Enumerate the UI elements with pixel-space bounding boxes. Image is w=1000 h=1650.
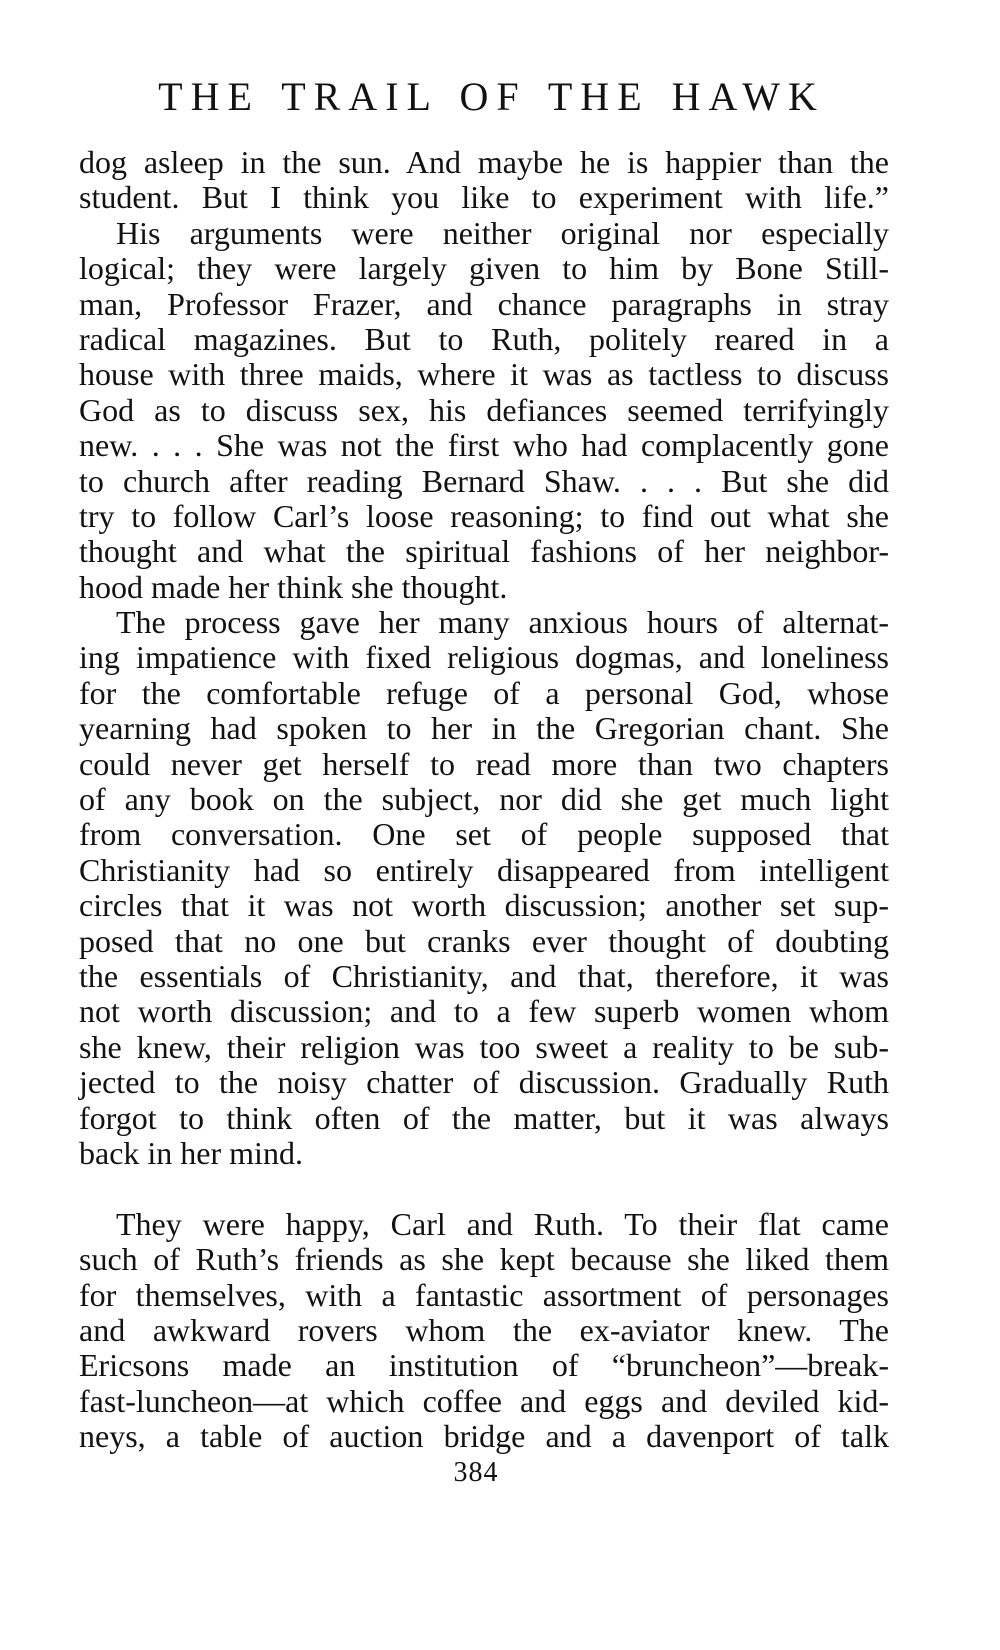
text-line: dog asleep in the sun. And maybe he is happier than the [79,144,889,180]
running-head: THE TRAIL OF THE HAWK [158,74,825,119]
text-line: thought and what the spiritual fashions of her neighbor- [79,533,889,570]
text-line: jected to the noisy chatter of discussion. Gradually Ruth [79,1064,889,1101]
text-line: logical; they were largely given to him by Bone Still- [79,250,889,287]
text-column [79,145,889,1454]
text-line: God as to discuss sex, his defiances seemed terrifyingly [79,391,889,428]
text-line: house with three maids, where it was as tactless to discuss [79,356,889,393]
text-line: try to follow Carl’s loose reasoning; to find out what she [79,497,889,534]
text-line: back in her mind. [79,1134,303,1171]
text-line: ing impatience with fixed religious dogmas, and loneliness [79,639,889,676]
text-line: for themselves, with a fantastic assortment of personages [79,1276,889,1313]
text-line: man, Professor Frazer, and chance paragraphs in stray [79,285,889,322]
paragraph [79,1207,889,1455]
text-line: new. . . . She was not the first who had complacently gone [79,427,889,464]
paragraph [79,145,889,216]
text-line: posed that no one but cranks ever thought of doubting [79,922,889,959]
text-line: radical magazines. But to Ruth, politely reared in a [79,320,889,357]
paragraph [79,216,889,605]
text-line: hood made her think she thought. [79,568,508,605]
text-line: to church after reading Bernard Shaw. . . . But she did [79,462,889,499]
text-line: student. But I think you like to experiment with life.” [79,179,889,216]
text-line: the essentials of Christianity, and that, therefore, it was [79,957,889,994]
text-line: such of Ruth’s friends as she kept because she liked them [79,1241,889,1278]
section-break [79,1171,889,1206]
text-line: and awkward rovers whom the ex-aviator knew. The [79,1311,889,1348]
paragraph [79,605,889,1171]
text-line: from conversation. One set of people supposed that [79,816,889,853]
text-line: They were happy, Carl and Ruth. To their flat came [116,1205,889,1242]
text-line: yearning had spoken to her in the Gregorian chant. She [79,710,889,747]
text-line: not worth discussion; and to a few superb women whom [79,993,889,1030]
text-line: she knew, their religion was too sweet a reality to be sub- [79,1028,889,1065]
text-line: Ericsons made an institution of “bruncheon”—break- [79,1347,889,1384]
text-line: neys, a table of auction bridge and a davenport of talk [79,1418,889,1455]
text-line: could never get herself to read more than two chapters [79,745,889,782]
text-line: fast-luncheon—at which coffee and eggs and deviled kid- [79,1382,889,1419]
text-line: His arguments were neither original nor especially [116,214,889,251]
text-line: forgot to think often of the matter, but it was always [79,1099,889,1136]
text-line: Christianity had so entirely disappeared from intelligent [79,851,889,888]
text-line: The process gave her many anxious hours of alternat- [116,604,889,641]
text-line: of any book on the subject, nor did she get much light [79,781,889,818]
page-number: 384 [453,1457,499,1488]
text-line: for the comfortable refuge of a personal God, whose [79,674,889,711]
text-line: circles that it was not worth discussion; another set sup- [79,887,889,924]
